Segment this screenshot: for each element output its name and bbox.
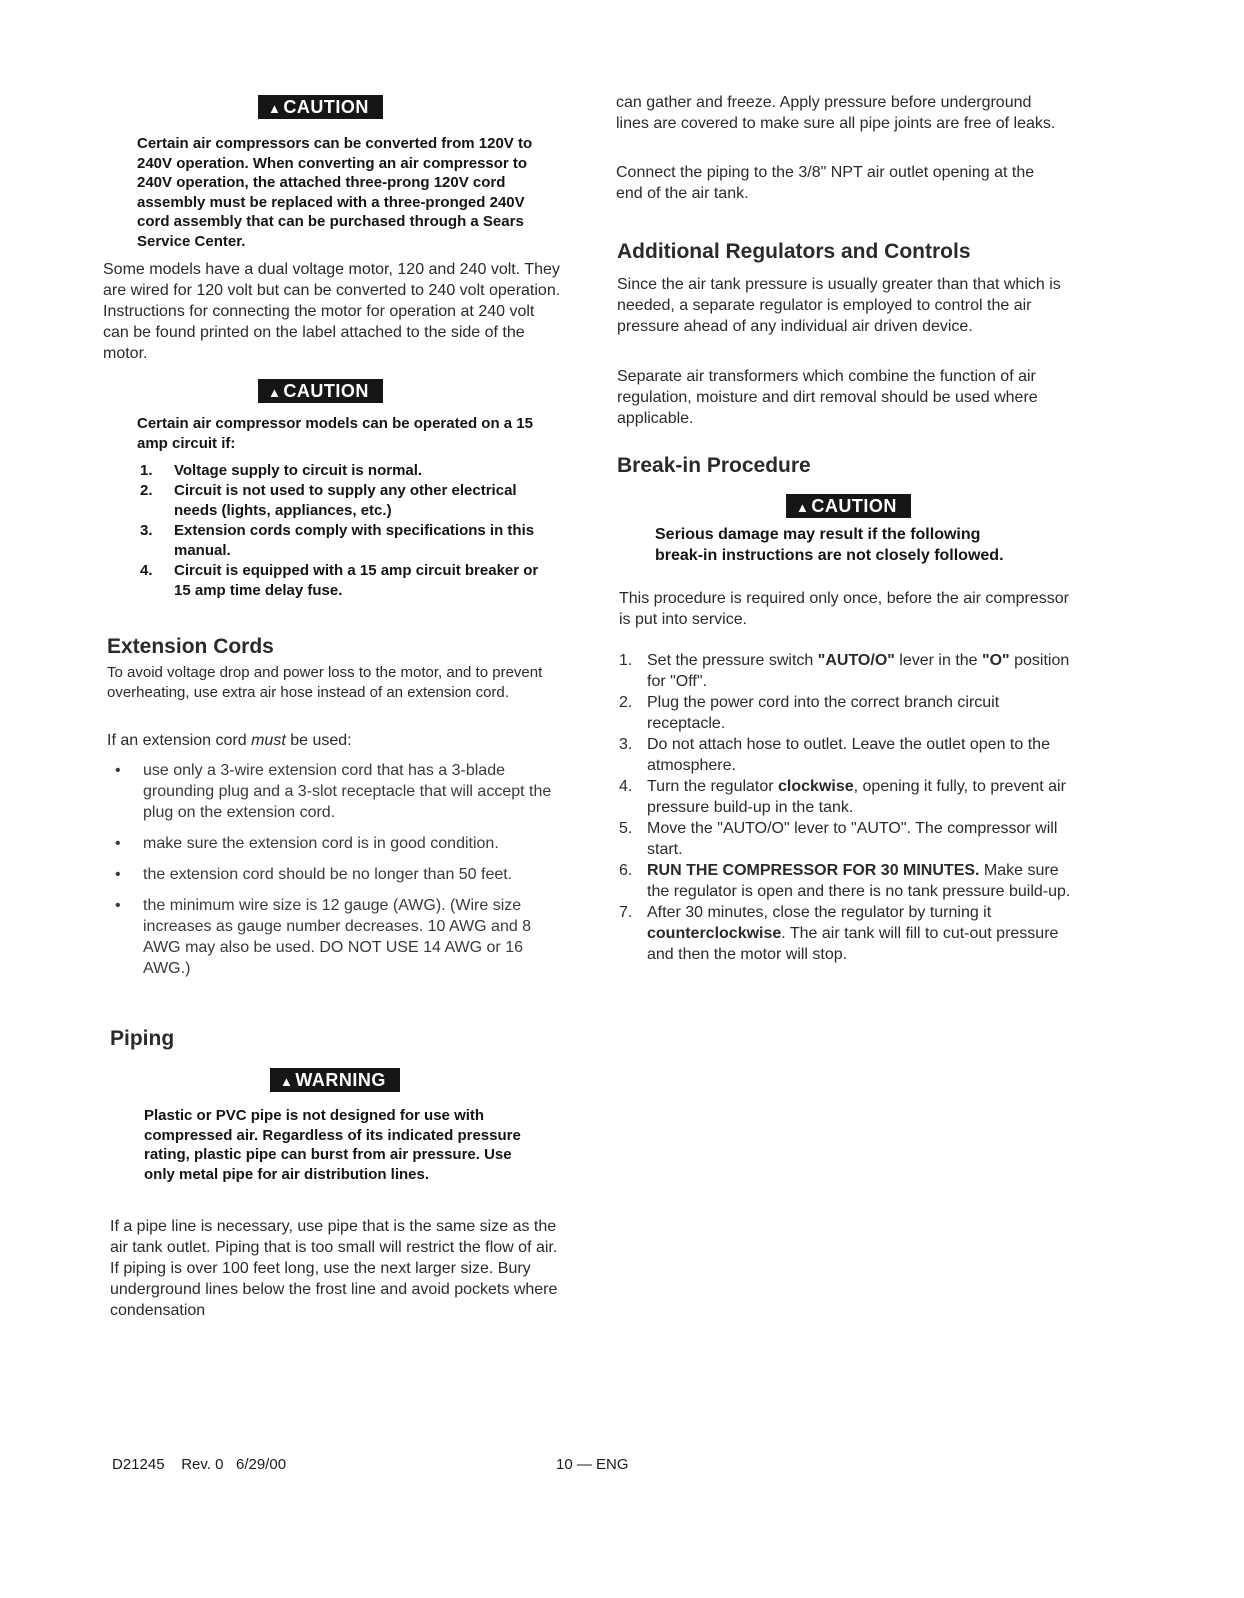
caution-label-3: ▲ CAUTION [786, 494, 911, 518]
extension-must: If an extension cord must be used: [107, 732, 352, 749]
warning-triangle-icon: ▲ [796, 500, 810, 515]
caution-2-intro: Certain air compressor models can be operated on a 15 amp circuit if: [137, 415, 533, 452]
regulators-heading: Additional Regulators and Controls [617, 240, 971, 263]
list-item: 2. Plug the power cord into the correct branch circuit receptacle. [619, 694, 1000, 732]
extension-cords-heading: Extension Cords [107, 635, 274, 658]
piping-paragraph: If a pipe line is necessary, use pipe that is the same size as the air tank outlet. Piping that is too small will restrict the flow of air. If piping is over 100 feet long, use the next larger size. Bury underground lines below the frost line and avoid pockets where condensation [110, 1218, 558, 1319]
list-item: • the minimum wire size is 12 gauge (AWG). (Wire size increases as gauge number decreases. 10 AWG and 8 AWG may also be used. DO NOT USE 14 AWG or 16 AWG.) [115, 897, 532, 977]
regulators-paragraph-1: Since the air tank pressure is usually greater than that which is needed, a separate regulator is employed to control the air pressure ahead of any individual air driven device. [617, 276, 1061, 335]
break-in-intro: This procedure is required only once, before the air compressor is put into service. [619, 590, 1069, 628]
list-item: • use only a 3-wire extension cord that has a 3-blade grounding plug and a 3-slot receptacle that will accept the plug on the extension cord. [115, 762, 552, 821]
warning-triangle-icon: ▲ [280, 1074, 294, 1089]
list-item: • make sure the extension cord is in good condition. [115, 835, 499, 852]
extension-intro: To avoid voltage drop and power loss to the motor, and to prevent overheating, use extra air hose instead of an extension cord. [107, 664, 543, 701]
footer-doc-info: D21245 Rev. 0 6/29/00 [112, 1456, 287, 1473]
break-in-heading: Break-in Procedure [617, 454, 811, 477]
list-item: 6. RUN THE COMPRESSOR FOR 30 MINUTES. Make sure the regulator is open and there is no tank pressure build-up. [619, 862, 1071, 900]
regulators-paragraph-2: Separate air transformers which combine the function of air regulation, moisture and dirt removal should be used where applicable. [617, 368, 1038, 427]
piping-continued: can gather and freeze. Apply pressure before underground lines are covered to make sure all pipe joints are free of leaks. [616, 94, 1056, 132]
list-item: 4. Turn the regulator clockwise, opening it fully, to prevent air pressure build-up in the tank. [619, 778, 1066, 816]
list-item: 1. Set the pressure switch "AUTO/O" lever in the "O" position for "Off". [619, 652, 1070, 690]
piping-heading: Piping [110, 1027, 175, 1050]
list-item: 4. Circuit is equipped with a 15 amp circuit breaker or 15 amp time delay fuse. [140, 562, 539, 599]
warning-triangle-icon: ▲ [268, 385, 282, 400]
warning-text: Plastic or PVC pipe is not designed for use with compressed air. Regardless of its indicated pressure rating, plastic pipe can burst from air pressure. Use only metal pipe for air distribution lines. [144, 1107, 521, 1183]
break-in-steps [617, 650, 1075, 965]
list-item: 3. Extension cords comply with specifications in this manual. [140, 522, 535, 559]
connect-paragraph: Connect the piping to the 3/8" NPT air outlet opening at the end of the air tank. [616, 164, 1035, 202]
list-item: • the extension cord should be no longer than 50 feet. [115, 866, 513, 883]
caution-label-2: ▲ CAUTION [258, 379, 383, 403]
break-in-caution-text: Serious damage may result if the following break-in instructions are not closely followed. [655, 526, 1004, 564]
voltage-paragraph: Some models have a dual voltage motor, 120 and 240 volt. They are wired for 120 volt but can be converted to 240 volt operation. Instructions for connecting the motor for operation at 240 volt can be found printed on the label attached to the side of the motor. [103, 261, 561, 362]
caution-label-1: ▲ CAUTION [258, 95, 383, 119]
page-number: 10 — ENG [556, 1456, 629, 1473]
warning-triangle-icon: ▲ [268, 101, 282, 116]
extension-bullets [105, 760, 565, 989]
warning-label: ▲ WARNING [270, 1068, 400, 1092]
list-item: 2. Circuit is not used to supply any other electrical needs (lights, appliances, etc.) [140, 482, 517, 519]
caution-1-text: Certain air compressors can be converted from 120V to 240V operation. When converting an air compressor to 240V operation, the attached three-prong 120V cord assembly must be replaced with a three-pronged 240V cord assembly that can be purchased through a Sears Service Center. [137, 135, 533, 250]
list-item: 3. Do not attach hose to outlet. Leave the outlet open to the atmosphere. [619, 736, 1050, 774]
list-item: 5. Move the "AUTO/O" lever to "AUTO". The compressor will start. [619, 820, 1058, 858]
caution-2-list [140, 461, 558, 601]
list-item: 1. Voltage supply to circuit is normal. [140, 462, 423, 479]
list-item: 7. After 30 minutes, close the regulator by turning it counterclockwise. The air tank will fill to cut-out pressure and then the motor will stop. [619, 904, 1059, 963]
